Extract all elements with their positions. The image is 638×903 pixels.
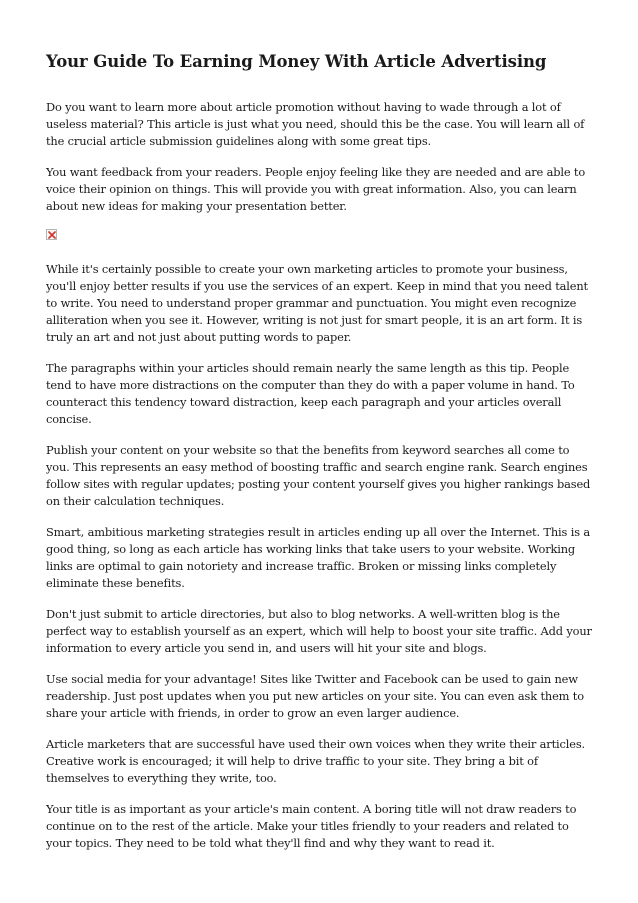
page-title: Your Guide To Earning Money With Article Advertising bbox=[46, 52, 547, 71]
broken-image-icon bbox=[46, 229, 57, 240]
paragraph-9: Article marketers that are successful have used their own voices when they write their articles. Creative work is encouraged; it will help to drive traffic to your site. They bring a bit of themselves to everything they write, too. bbox=[46, 737, 586, 785]
paragraph-10: Your title is as important as your article's main content. A boring title will not draw readers to continue on to the rest of the article. Make your titles friendly to your readers and related to your topics. They need to be told what they'll find and why they want to read it. bbox=[46, 802, 577, 850]
paragraph-6: Smart, ambitious marketing strategies result in articles ending up all over the Internet. This is a good thing, so long as each article has working links that take users to your website. Working links are optimal to gain notoriety and increase traffic. Broken or missing links completely eliminate these benefits. bbox=[46, 525, 590, 590]
paragraph-8: Use social media for your advantage! Sites like Twitter and Facebook can be used to gain new readership. Just post updates when you put new articles on your site. You can even ask them to share your article with friends, in order to grow an even larger audience. bbox=[46, 672, 584, 720]
paragraph-7: Don't just submit to article directories, but also to blog networks. A well-written blog is the perfect way to establish yourself as an expert, which will help to boost your site traffic. Add your information to every article you send in, and users will hit your site and blogs. bbox=[46, 607, 592, 655]
paragraph-1: Do you want to learn more about article promotion without having to wade through a lot of useless material? This article is just what you need, should this be the case. You will learn all of the crucial article submission guidelines along with some great tips. bbox=[46, 100, 585, 148]
paragraph-4: The paragraphs within your articles should remain nearly the same length as this tip. People tend to have more distractions on the computer than they do with a paper volume in hand. To counteract this tendency toward distraction, keep each paragraph and your articles overall concise. bbox=[46, 361, 575, 426]
paragraph-5: Publish your content on your website so that the benefits from keyword searches all come to you. This represents an easy method of boosting traffic and search engine rank. Search engines follow sites with regular updates; posting your content yourself gives you higher rankings based on their calculation techniques. bbox=[46, 443, 591, 508]
paragraph-2: You want feedback from your readers. People enjoy feeling like they are needed and are able to voice their opinion on things. This will provide you with great information. Also, you can learn about new ideas for making your presentation better. bbox=[46, 165, 586, 213]
paragraph-3: While it's certainly possible to create your own marketing articles to promote your business, you'll enjoy better results if you use the services of an expert. Keep in mind that you need talent to write. You need to understand proper grammar and punctuation. You might even recognize alliteration when you see it. However, writing is not just for smart people, it is an art form. It is truly an art and not just about putting words to paper. bbox=[46, 262, 588, 344]
document-page bbox=[46, 52, 594, 866]
